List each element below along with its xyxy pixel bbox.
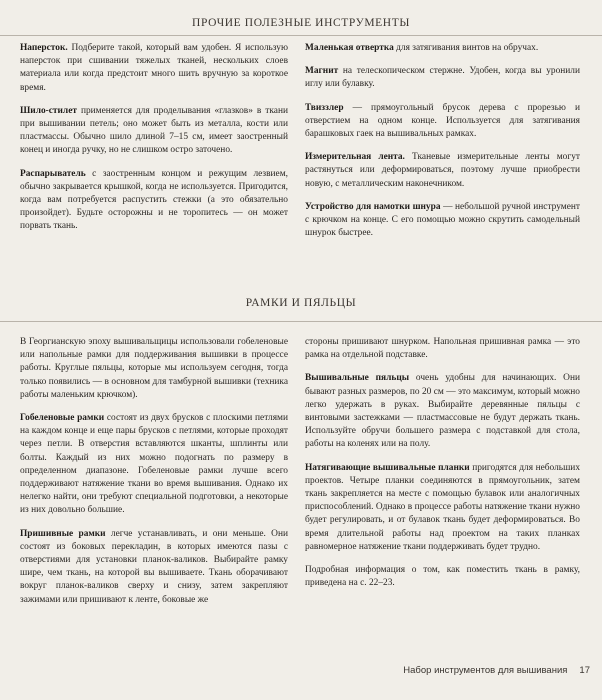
term: Шило-стилет [20, 105, 77, 116]
divider-rule [0, 321, 602, 322]
paragraph: Твиззлер — прямоугольный брусок дерева с прорезью и отверстием на одном конце. Используется для затягивания барашковых гаек на вышивальных рамках. [305, 102, 580, 140]
paragraph: Наперсток. Подберите такой, который вам удобен. Я использую наперсток при сшивании тяжелых тканей, нескольких слоев материала или когда предстоит много шить вручную за короткое время. [20, 43, 288, 93]
paragraph: Пришивные рамки легче устанавливать, и они меньше. Они состоят из боковых перекладин, в которых имеются пазы с отверстиями для установки планок-валиков. Выбирайте рамку шире, чем ткань, на которой вы вышиваете. Ткань оборачивают вокруг планок-валиков сверху и снизу, затем закрепляют зажимами или пришивают к ленте, боковые же [20, 528, 288, 605]
section-title-frames: РАМКИ И ПЯЛЬЦЫ [245, 297, 357, 309]
footer-title: Набор инструментов для вышивания [403, 665, 568, 676]
term: Маленькая отвертка [305, 43, 394, 53]
term: Магнит [305, 66, 339, 77]
term: Измерительная лента. [305, 152, 405, 163]
paragraph: Гобеленовые рамки состоят из двух брусков с плоскими петлями на каждом конце и еще пары брусков с петлями, которые проходят через петли. В отверстия вставляются шканты, шплинты или болты. Каждый из них можно подогнать по размеру в определенном диапазоне. Гобеленовые рамки лучше всего поддерживают натяжение ткани во время вышивания. Однако их нелегко найти, они требуют специальной подготовки, а некоторые из них довольно большие. [20, 413, 289, 516]
paragraph: Устройство для намотки шнура — небольшой ручной инструмент с крючком на конце. С его помощью можно скрутить самодельный шнурок быстрее. [305, 201, 580, 239]
term: Устройство для намотки шнура [305, 201, 441, 212]
page-number: 17 [579, 665, 590, 676]
paragraph: Натягивающие вышивальные планки пригодятся для небольших проектов. Четыре планки соединяются в прямоугольник, затем ткань закрепляется на месте с помощью булавок или аналогичных приспособлений. Однако в процессе работы натяжение ткани нужно будет регулировать, и от булавок ткань будет деформироваться. Во время длительной работы над проектом на таких планках равномерное натяжение ткани поддерживать будет трудно. [305, 462, 581, 552]
tools-left-column [20, 42, 288, 244]
paragraph: Маленькая отвертка для затягивания винтов на обручах. [305, 43, 539, 53]
paragraph: Магнит на телескопическом стержне. Удобен, когда вы уронили иглу или булавку. [305, 66, 580, 90]
term: Распарыватель [20, 168, 86, 179]
paragraph: Распарыватель с заостренным концом и режущим лезвием, обычно закрывается крышкой, когда не используется. Пригодится, когда вам потребуется распустить стежки (а это обязательно произойдет). Будьте осторожны и не торопитесь — он может порвать ткань. [20, 168, 288, 232]
paragraph: В Георгианскую эпоху вышивальщицы использовали гобеленовые или напольные рамки для поддерживания вышивки в процессе работы. Круглые пяльцы, которые мы используем сегодня, тогда только появились — в основном для тамбурной вышивки (техника работы маленьким крючком). [20, 337, 288, 400]
page-footer [403, 665, 590, 676]
paragraph: Подробная информация о том, как поместить ткань в рамку, приведена на с. 22–23. [305, 565, 580, 589]
paragraph: стороны пришивают шнурком. Напольная пришивная рамка — это рамка на отдельной подставке. [305, 337, 580, 361]
frames-right-column [305, 336, 580, 600]
term: Натягивающие вышивальные планки [305, 462, 470, 473]
term: Наперсток. [20, 43, 68, 53]
term: Вышивальные пяльцы [305, 373, 410, 384]
term: Твиззлер [305, 102, 344, 113]
frames-left-column [20, 336, 288, 617]
term: Гобеленовые рамки [20, 413, 105, 424]
divider-rule [0, 35, 602, 36]
tools-right-column [305, 42, 580, 250]
section-title-tools: ПРОЧИЕ ПОЛЕЗНЫЕ ИНСТРУМЕНТЫ [192, 17, 410, 29]
term: Пришивные рамки [20, 528, 106, 539]
paragraph: Измерительная лента. Тканевые измерительные ленты могут растянуться или деформироваться, поэтому лучше приобрести новую, с металлическим наконечником. [305, 152, 580, 189]
paragraph: Шило-стилет применяется для проделывания «глазков» в ткани при вышивании петель; оно может быть из металла, кости или пластмассы. Обычно шило длиной 7–15 см, имеет заостренный конец и иногда ручку, но не слишком остро заточено. [20, 105, 288, 156]
paragraph: Вышивальные пяльцы очень удобны для начинающих. Они бывают разных размеров, по 20 см — это максимум, который можно легко удержать в руках. Выбирайте деревянные пяльцы с винтовыми застежками — пластмассовые не будут держать ткань. Используйте обручи большего размера с подставкой для стола, работы на коленях или на полу. [305, 373, 580, 450]
